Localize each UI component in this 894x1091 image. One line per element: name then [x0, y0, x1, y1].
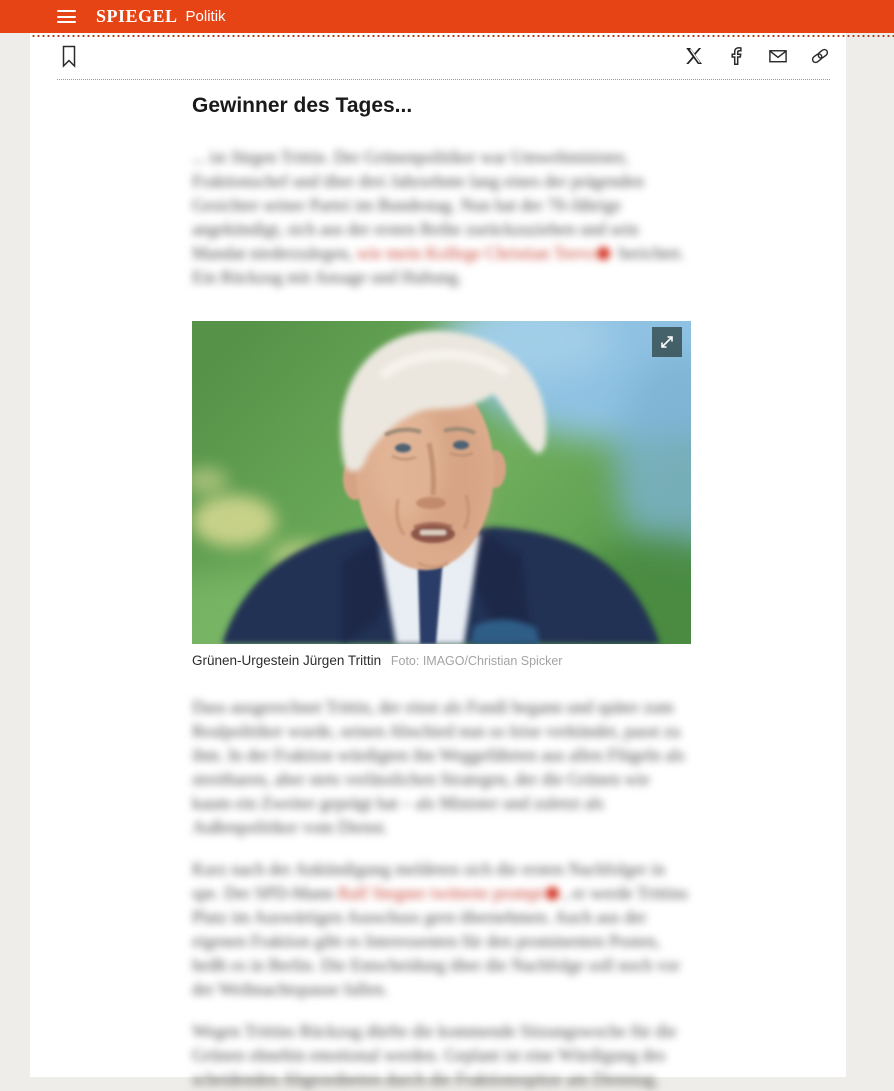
facebook-icon[interactable] — [726, 46, 746, 66]
spiegel-plus-badge — [597, 247, 610, 260]
article-column — [192, 92, 691, 1091]
paragraph-text: berichtet. Ein Rückzug mit Ansage und Haltung. — [192, 243, 685, 287]
article-toolbar — [57, 33, 830, 80]
paragraph-text: , er werde Trittins Platz im Auswärtigen Ausschuss gern übernehmen. Auch aus der eigenen Fraktion gibt es Interessenten für den prominenten Posten, heißt es in Berlin. Die Entscheidung über die Nachfolge soll noch vor der Weihnachtspause fallen. — [192, 883, 688, 999]
article-paragraph-blurred — [192, 857, 691, 1001]
menu-icon[interactable] — [57, 10, 76, 23]
bookmark-icon[interactable] — [57, 44, 81, 68]
article-figure — [192, 321, 691, 669]
section-politik[interactable]: Politik — [185, 8, 226, 25]
article-sheet — [30, 33, 846, 1089]
expand-icon[interactable] — [652, 327, 682, 357]
figure-caption — [192, 653, 691, 669]
share-icons — [684, 46, 830, 66]
article-inline-link[interactable]: wie mein Kollege Christian Teevs — [356, 243, 595, 263]
article-paragraphs-after-figure — [192, 695, 691, 1091]
email-icon[interactable] — [768, 46, 788, 66]
article-paragraphs-before-figure — [192, 145, 691, 289]
paragraph-text: Dass ausgerechnet Trittin, der einst als Fundi begann und später zum Realpolitiker wurde, seinen Abschied nun so leise verkündet, passt zu ihm. In der Fraktion würdigten ihn Weggefährten aus allen Flügeln als streitbaren, aber stets verlässlichen Strategen, der die Grünen wie kaum ein Zweiter geprägt hat – als Minister und zuletzt als Außenpolitiker vom Dienst. — [192, 697, 685, 837]
paragraph-text: Wegen Trittins Rückzug dürfte die kommende Sitzungswoche für die Grünen ohnehin emotional werden. Geplant ist eine Würdigung des scheidenden Abgeordneten durch die Fraktionsspitze am Dienstag. — [192, 1021, 677, 1089]
article-heading: Gewinner des Tages... — [192, 94, 413, 117]
article-paragraph-blurred — [192, 695, 691, 839]
spiegel-plus-badge — [546, 887, 559, 900]
article-inline-link[interactable]: Ralf Stegner twitterte prompt — [337, 883, 544, 903]
caption-credit: Foto: IMAGO/Christian Spicker — [390, 654, 563, 668]
paragraph-text: ... ist Jürgen Trittin. Der Grünenpolitiker war Umweltminister, Fraktionschef und über drei Jahrzehnte lang eines der prägenden Gesichter seiner Partei im Bundestag. Nun hat der 70-Jährige angekündigt, sich aus der ersten Reihe zurückzuziehen und sein Mandat niederzulegen, — [192, 147, 644, 263]
site-header — [0, 0, 894, 33]
article-paragraph-blurred — [192, 145, 691, 289]
caption-text: Grünen-Urgestein Jürgen Trittin — [192, 653, 382, 668]
header-dotted-line — [30, 33, 894, 37]
article-paragraph-blurred — [192, 1019, 691, 1091]
paragraph-text: Kurz nach der Ankündigung meldeten sich die ersten Nachfolger in spe. Der SPD-Mann — [192, 859, 665, 903]
article-photo-juergen-trittin — [192, 321, 691, 644]
x-twitter-icon[interactable] — [684, 46, 704, 66]
spiegel-logo[interactable]: SPIEGEL — [96, 6, 178, 26]
copy-link-icon[interactable] — [810, 46, 830, 66]
